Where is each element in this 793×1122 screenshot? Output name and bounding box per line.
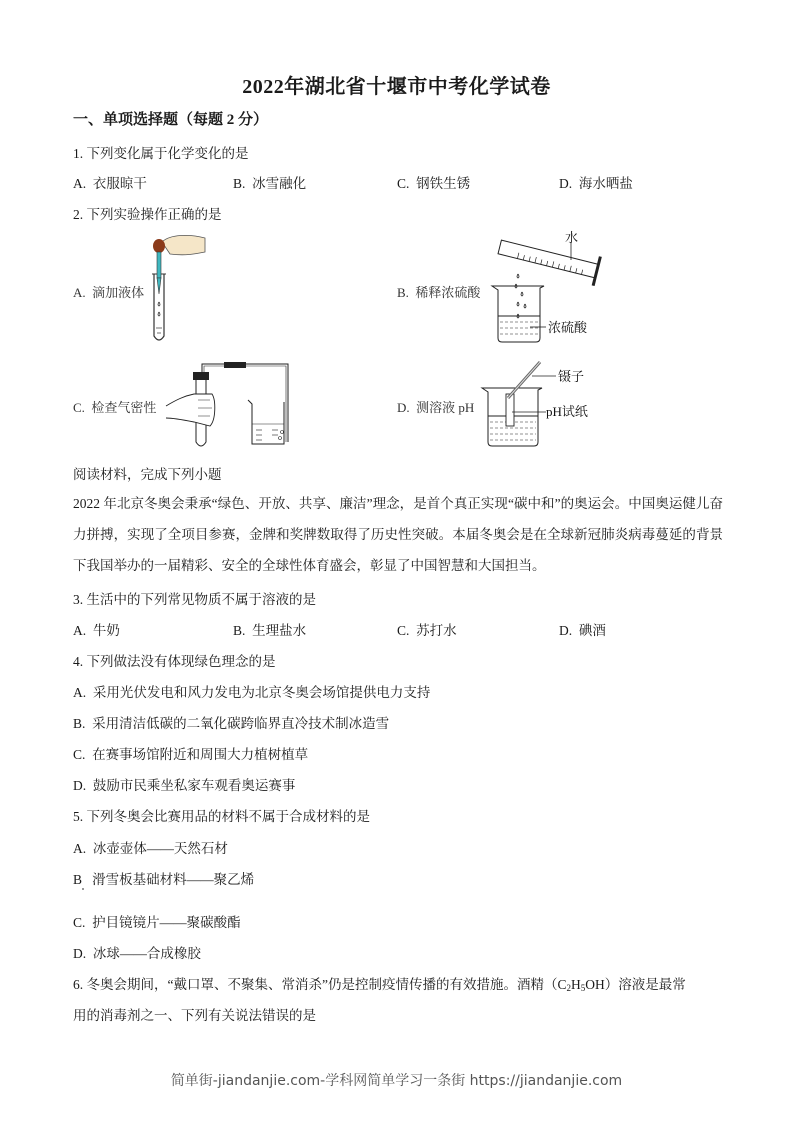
q1-option-d[interactable] <box>559 172 633 192</box>
ph-paper-label: pH试纸 <box>546 404 588 419</box>
q2-option-a[interactable] <box>73 282 144 301</box>
option-text: 鼓励市民乘坐私家车观看奥运赛事 <box>92 778 296 793</box>
question-3 <box>73 588 316 608</box>
question-6 <box>73 973 686 993</box>
option-letter: C. <box>73 915 86 930</box>
q5-option-b[interactable] <box>73 868 254 888</box>
option-letter: D. <box>73 778 87 793</box>
q1-option-c[interactable] <box>397 172 470 192</box>
q2-option-c[interactable] <box>73 397 156 416</box>
subscript: 2 <box>566 983 571 993</box>
option-letter: A. <box>73 176 87 191</box>
q4-option-c[interactable] <box>73 743 308 763</box>
option-text: 海水晒盐 <box>578 176 633 191</box>
option-letter: A. <box>73 285 86 300</box>
option-text: 衣服晾干 <box>92 176 147 191</box>
option-letter: D. <box>397 400 410 415</box>
option-text: 冰球——合成橡胶 <box>92 946 201 961</box>
option-text: 冰壶壶体——天然石材 <box>92 841 228 856</box>
option-letter: C. <box>73 747 86 762</box>
question-stem-part: H <box>571 977 581 992</box>
option-text: 测溶液 pH <box>416 400 475 415</box>
option-letter: C. <box>397 623 410 638</box>
reading-passage: 2022 年北京冬奥会秉承“绿色、开放、共享、廉洁”理念，是首个真正实现“碳中和”的奥运会。中国奥运健儿奋力拼搏，实现了全项目参赛，金牌和奖牌数取得了历史性突破。本届冬奥会是在全球新冠肺炎病毒蔓延的背景下我国举办的一届精彩、安全的全球性体育盛会，彰显了中国智慧和大国担当。 <box>73 496 723 573</box>
option-text: 苏打水 <box>416 623 457 638</box>
dilute-acid-figure <box>488 230 618 345</box>
option-text: 钢铁生锈 <box>416 176 471 191</box>
question-number: 6. <box>73 977 84 992</box>
option-letter: C. <box>397 176 410 191</box>
option-text: 采用清洁低碳的二氧化碳跨临界直冷技术制冰造雪 <box>92 716 390 731</box>
option-letter: D. <box>559 176 573 191</box>
question-4 <box>73 650 276 670</box>
question-stem: 下列做法没有体现绿色理念的是 <box>86 654 276 669</box>
reading-intro: 阅读材料，完成下列小题 <box>73 467 222 482</box>
q2-option-d[interactable] <box>397 397 474 416</box>
option-text: 采用光伏发电和风力发电为北京冬奥会场馆提供电力支持 <box>92 685 431 700</box>
question-stem: 生活中的下列常见物质不属于溶液的是 <box>86 592 316 607</box>
option-letter: A. <box>73 841 87 856</box>
conc-acid-label: 浓硫酸 <box>548 321 588 336</box>
section-heading: 一、单项选择题（每题 2 分） <box>73 112 269 128</box>
water-label: 水 <box>565 231 579 246</box>
question-1 <box>73 142 249 162</box>
question-number: 2. <box>73 207 84 222</box>
option-text: 护目镜镜片——聚碳酸酯 <box>92 915 241 930</box>
option-letter: A. <box>73 623 87 638</box>
option-text: 碘酒 <box>578 623 606 638</box>
option-text: 检查气密性 <box>91 400 157 415</box>
option-letter: A. <box>73 685 87 700</box>
q5-option-a[interactable] <box>73 837 228 857</box>
subscript: 5 <box>580 983 586 993</box>
option-letter: D. <box>559 623 573 638</box>
question-stem: 下列冬奥会比赛用品的材料不属于合成材料的是 <box>86 809 370 824</box>
q3-option-b[interactable] <box>233 619 306 639</box>
question-2 <box>73 203 222 223</box>
question-number: 5. <box>73 809 84 824</box>
tweezers-label: 镊子 <box>558 370 585 385</box>
page-title: 2022年湖北省十堰市中考化学试卷 <box>242 76 551 98</box>
question-stem: 下列实验操作正确的是 <box>86 207 222 222</box>
q5-option-c[interactable] <box>73 911 241 931</box>
q4-option-d[interactable] <box>73 774 295 794</box>
question-stem-part: 冬奥会期间，“戴口罩、不聚集、常消杀”仍是控制疫情传播的有效措施。酒精（C <box>86 977 567 992</box>
stray-mark <box>82 888 84 890</box>
question-stem: 下列变化属于化学变化的是 <box>86 146 249 161</box>
question-number: 4. <box>73 654 84 669</box>
question-stem-part: OH）溶液是最常 <box>585 977 686 992</box>
option-letter: B. <box>233 176 246 191</box>
option-text: 生理盐水 <box>252 623 307 638</box>
option-text: 牛奶 <box>92 623 120 638</box>
footer-watermark: 简单街-jiandanjie.com-学科网简单学习一条街 https://jiandanjie.com <box>170 1073 623 1089</box>
q5-option-d[interactable] <box>73 942 201 962</box>
question-5 <box>73 805 370 825</box>
ph-test-figure <box>480 360 610 450</box>
gas-tightness-figure <box>166 360 296 450</box>
q3-option-c[interactable] <box>397 619 457 639</box>
option-text: 滑雪板基础材料——聚乙烯 <box>92 872 255 887</box>
dropper-test-tube-figure <box>150 232 210 344</box>
option-text: 冰雪融化 <box>252 176 307 191</box>
question-number: 1. <box>73 146 84 161</box>
q3-option-a[interactable] <box>73 619 120 639</box>
option-letter: B. <box>397 285 409 300</box>
option-letter: C. <box>73 400 85 415</box>
option-text: 滴加液体 <box>92 285 145 300</box>
q3-option-d[interactable] <box>559 619 606 639</box>
q1-option-a[interactable] <box>73 172 147 192</box>
option-letter: B. <box>233 623 246 638</box>
option-letter: B. <box>73 716 86 731</box>
q2-option-b[interactable] <box>397 282 480 301</box>
option-text: 在赛事场馆附近和周围大力植树植草 <box>92 747 309 762</box>
option-text: 稀释浓硫酸 <box>415 285 481 300</box>
option-letter: B <box>73 872 83 887</box>
q4-option-a[interactable] <box>73 681 430 701</box>
option-letter: D. <box>73 946 87 961</box>
q4-option-b[interactable] <box>73 712 389 732</box>
question-6-line-2: 用的消毒剂之一、下列有关说法错误的是 <box>73 1008 316 1023</box>
question-number: 3. <box>73 592 84 607</box>
q1-option-b[interactable] <box>233 172 306 192</box>
